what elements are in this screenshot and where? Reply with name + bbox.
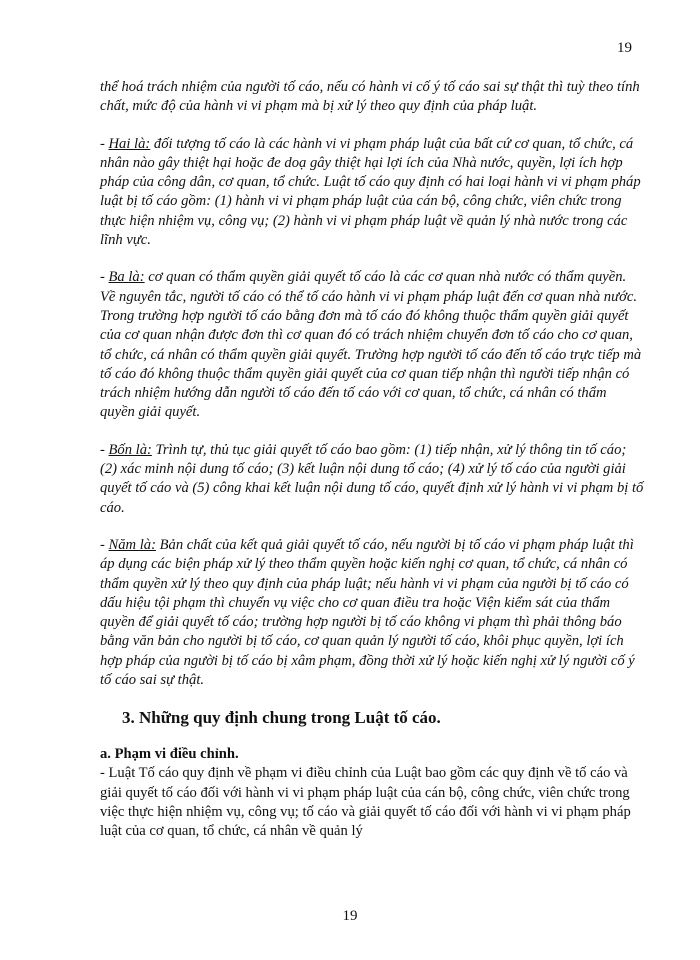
point-prefix: -	[100, 536, 109, 553]
document-body	[100, 78, 645, 842]
point-prefix: -	[100, 135, 109, 152]
page-number-top: 19	[617, 40, 632, 56]
point-label: Bốn là:	[108, 441, 152, 458]
page-number-bottom: 19	[342, 908, 358, 924]
point-text: cơ quan có thẩm quyền giải quyết tố cáo là các cơ quan nhà nước có thẩm quyền. Về nguyên tắc, người tố cáo có thể tố cáo hành vi vi phạm pháp luật đến cơ quan nhà nước. Trong trường hợp người tố cáo bằng đơn mà tố cáo đó không thuộc thẩm quyền giải quyết của cơ quan nhận được đơn thì cơ quan đó có trách nhiệm chuyển đơn tố cáo cho cơ quan, tổ chức, cá nhân có thẩm quyền giải quyết. Trường hợp người tố cáo đến tố cáo trực tiếp mà tố cáo đó không thuộc thẩm quyền giải quyết của cơ quan tiếp nhận thì người tiếp nhận có trách nhiệm hướng dẫn người tố cáo đến tố cáo với cơ quan, tổ chức, cá nhân có thẩm quyền giải quyết.	[100, 269, 642, 421]
section-heading: 3. Những quy định chung trong Luật tố cáo.	[122, 708, 441, 728]
intro-paragraph: thể hoá trách nhiệm của người tố cáo, nếu có hành vi cố ý tố cáo sai sự thật thì tuỳ theo tính chất, mức độ của hành vi vi phạm mà bị xử lý theo quy định của pháp luật.	[100, 79, 640, 115]
point-paragraph-ba	[100, 268, 645, 422]
point-label: Năm là:	[108, 536, 156, 553]
point-text: Bản chất của kết quả giải quyết tố cáo, nếu người bị tố cáo vi phạm pháp luật thì áp dụng các biện pháp xử lý theo thẩm quyền hoặc kiến nghị cơ quan, tổ chức, cá nhân có thẩm quyền xử lý theo quy định của pháp luật; nếu hành vi vi phạm của người bị tố cáo có dấu hiệu tội phạm thì chuyển vụ việc cho cơ quan điều tra hoặc Viện kiểm sát của thẩm quyền để giải quyết tố cáo; trường hợp người bị tố cáo không vi phạm thì phải thông báo bằng văn bản cho người bị tố cáo, cơ quan quản lý người tố cáo, khôi phục quyền, lợi ích hợp pháp của người bị tố cáo bị xâm phạm, đồng thời xử lý hoặc kiến nghị xử lý người cố ý tố cáo sai sự thật.	[100, 536, 635, 689]
point-paragraph-nam	[100, 536, 645, 690]
body-paragraph: - Luật Tố cáo quy định về phạm vi điều chỉnh của Luật bao gồm các quy định về tố cáo và giải quyết tố cáo đối với hành vi vi phạm pháp luật của cán bộ, công chức, viên chức trong việc thực hiện nhiệm vụ, công vụ; tố cáo và giải quyết tố cáo đối với hành vi vi phạm pháp luật của cơ quan, tổ chức, cá nhân về quản lý	[100, 765, 631, 840]
point-label: Hai là:	[108, 135, 151, 152]
point-text: đối tượng tố cáo là các hành vi vi phạm pháp luật của bất cứ cơ quan, tổ chức, cá nhân nào gây thiệt hại hoặc đe doạ gây thiệt hại lợi ích của Nhà nước, quyền, lợi ích hợp pháp của công dân, cơ quan, tổ chức. Luật tố cáo quy định có hai loại hành vi vi phạm pháp luật bị tố cáo gồm: (1) hành vi vi phạm pháp luật của cán bộ, công chức, viên chức trong thực hiện nhiệm vụ, công vụ; (2) hành vi vi phạm pháp luật về quản lý nhà nước trong các lĩnh vực.	[100, 135, 641, 249]
point-paragraph-hai	[100, 135, 645, 251]
point-label: Ba là:	[108, 269, 145, 286]
point-prefix: -	[100, 269, 109, 286]
point-text: Trình tự, thủ tục giải quyết tố cáo bao gồm: (1) tiếp nhận, xử lý thông tin tố cáo; (2) xác minh nội dung tố cáo; (3) kết luận nội dung tố cáo; (4) xử lý tố cáo của người giải quyết tố cáo và (5) công khai kết luận nội dung tố cáo, quyết định xử lý hành vi vi phạm bị tố cáo.	[100, 441, 644, 516]
point-paragraph-bon	[100, 441, 645, 518]
sub-heading: a. Phạm vi điều chỉnh.	[100, 746, 239, 763]
point-prefix: -	[100, 441, 109, 458]
